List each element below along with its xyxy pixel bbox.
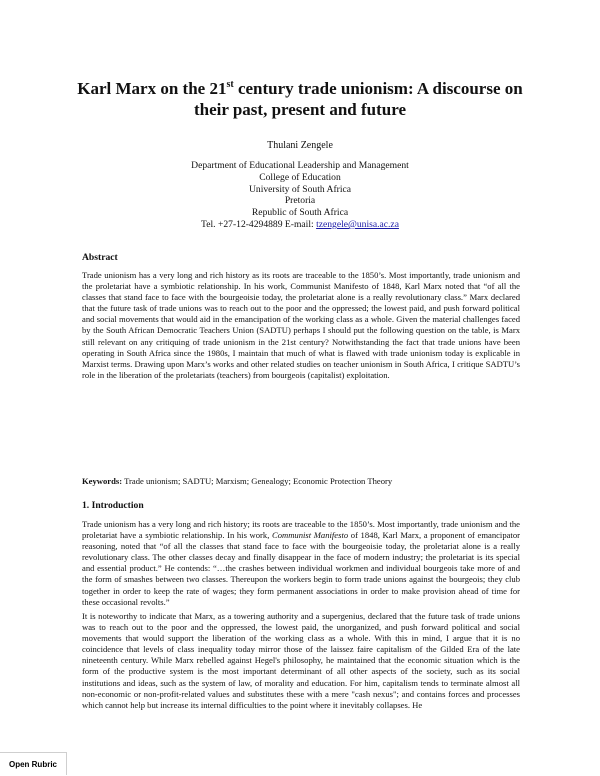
introduction-heading: 1. Introduction bbox=[82, 500, 144, 511]
keywords-line bbox=[82, 476, 520, 486]
introduction-paragraph-1 bbox=[82, 519, 520, 608]
email-link[interactable]: tzengele@unisa.ac.za bbox=[316, 218, 399, 230]
title-line2: their past, present and future bbox=[193, 100, 407, 119]
intro-p1-part-a: Trade unionism has a very long and rich history; its roots are traceable to the 1850’s. Most importantly, trade unionism and the proletariat have a symbiotic relationship. In his work, bbox=[82, 519, 520, 541]
contact-phone: Tel. +27-12-4294889 E-mail: bbox=[201, 218, 317, 230]
author-name: Thulani Zengele bbox=[267, 140, 333, 151]
affiliation-university: University of South Africa bbox=[248, 183, 352, 195]
open-rubric-logo: Open Rubric bbox=[0, 752, 67, 775]
paper-title bbox=[60, 78, 540, 120]
affiliation-city: Pretoria bbox=[284, 195, 316, 207]
affiliation-block bbox=[0, 160, 600, 231]
affiliation-country: Republic of South Africa bbox=[251, 207, 349, 219]
keywords-text: Trade unionism; SADTU; Marxism; Genealogy; Economic Protection Theory bbox=[122, 476, 393, 486]
title-line1-post: century trade unionism: A discourse on bbox=[233, 79, 523, 98]
affiliation-college: College of Education bbox=[259, 171, 341, 183]
intro-p1-italic: Communist Manifesto bbox=[271, 530, 349, 541]
introduction-paragraph-2: It is noteworthy to indicate that Marx, as a towering authority and a supergenius, declared that the future task of trade unions was to reach out to the poor and the oppressed, the lowest paid, the unorganized, and push forward political and social movements that would support the liberation of the working class as a whole. With this in mind, I argue that it is no coincidence that levels of class inequality today mirror those of the laissez faire capitalism of the Gilded Era of the late nineteenth century. While Marx rebelled against Hegel's philosophy, he maintained that the economic situation which is the form of the productive system is the most important determinant of all other aspects of the society, such as its social institutions and ideas, such as the system of law, of morality and education. For him, capitalism tends to terminate almost all non-economic or non-profit-related values and substitutes these with a mere "cash nexus"; and contains forces and processes which cannot help but increase its internal difficulties to the point where it inevitably collapses. He bbox=[82, 611, 520, 710]
keywords-label: Keywords: bbox=[82, 476, 123, 486]
abstract-text: Trade unionism has a very long and rich history as its roots are traceable to the 1850’s. Most importantly, trade unionism and the proletariat have a symbiotic relationship. In his work, Communist Manifesto of 1848, Karl Marx noted that “of all the classes that stand face to face with the bourgeoisie today, the proletariat alone is a really revolutionary class.” Marx declared that the future task of trade unions was to reach out to the poor and the oppressed; the lowest paid, and push forward political and social movements that would aid in the emancipation of the working class as a whole. Given the material challenges faced by the South African Democratic Teachers Union (SADTU) perhaps I should put the following question on the table, is Marx still relevant on any critiquing of trade unionism in the 21st century? Notwithstanding the fact that trade unions have been operating in South Africa since the 1980s, I maintain that much of what is flawed with trade unionism today is explicable in Marxist terms. Drawing upon Marx’s works and other related studies on teacher unionism in South Africa, I critique SADTU’s role in the liberation of the proletariats (teachers) from bourgeois (capitalist) exploitation. bbox=[82, 270, 520, 380]
intro-p1-part-b: of 1848, Karl Marx, a proponent of emancipator reasoning, noted that “of all the classes that stand face to face with the bourgeoisie today, the proletariat alone is a really revolutionary class. The other classes decay and finally disappear in the face of modern industry; the proletariat is its special and essential product.” He contends: “…the crashes between individual workmen and individual bourgeois take more of and the form of smashes between two classes. Thereupon the workers begin to form trade unions against the bourgeois; they club together in order to keep the rate of wages; they form permanent associations in order to make provision ahead of time for these occasional revolts.” bbox=[82, 530, 520, 607]
affiliation-contact bbox=[0, 219, 600, 231]
affiliation-department: Department of Educational Leadership and Management bbox=[191, 160, 409, 171]
title-superscript: st bbox=[226, 79, 234, 90]
title-line1-pre: Karl Marx on the 21 bbox=[77, 79, 227, 98]
abstract-heading: Abstract bbox=[82, 252, 118, 263]
